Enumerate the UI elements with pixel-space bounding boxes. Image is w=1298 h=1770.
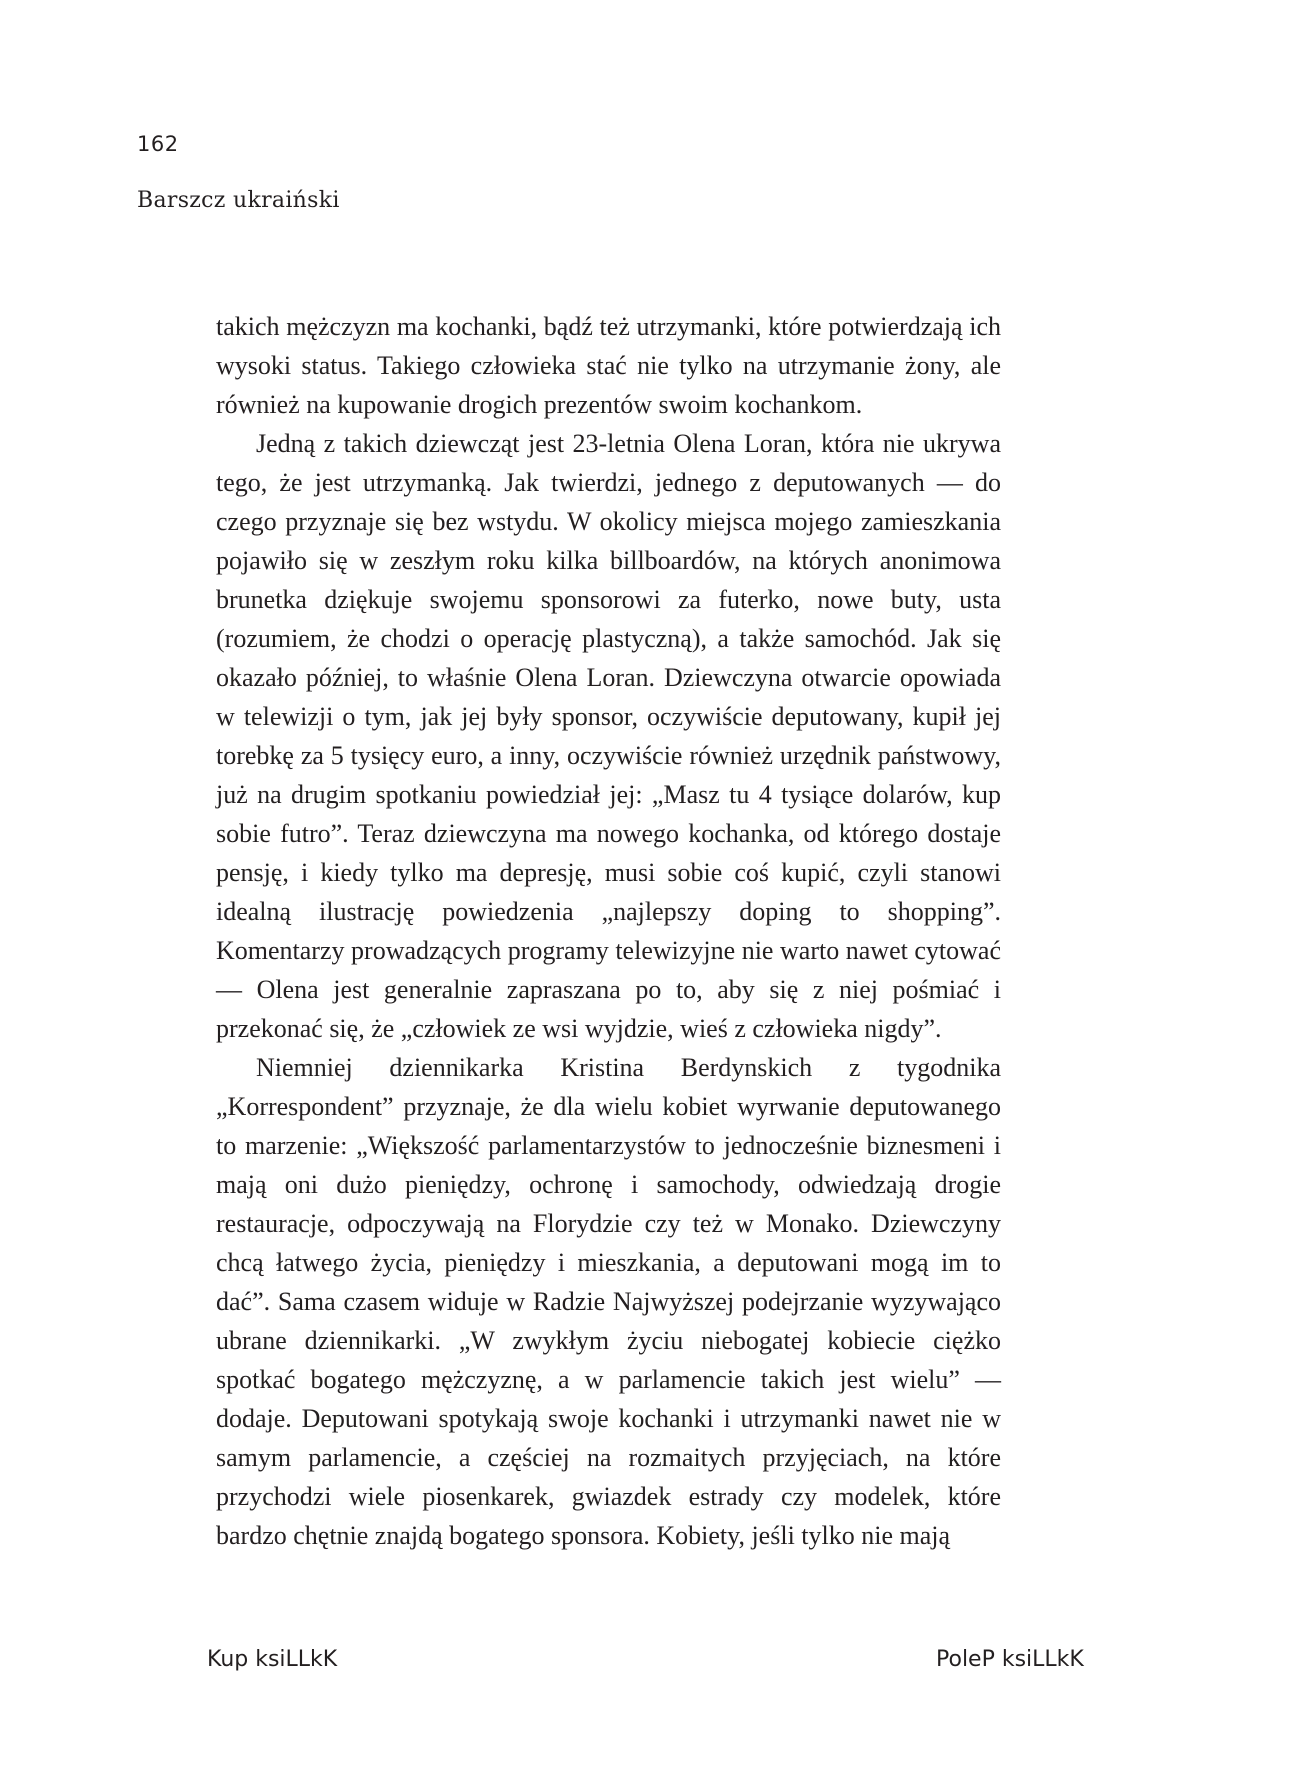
recommend-book-link[interactable]: PoleP ksiLLkK: [936, 1647, 1084, 1672]
page-number: 162: [137, 132, 179, 156]
paragraph: Niemniej dziennikarka Kristina Berdynskich z tygodnika „Korrespondent” przyznaje, że dla wielu kobiet wyrwanie deputowanego to marzenie: „Większość parlamentarzystów to jednocześnie biznesmeni i mają oni dużo pieniędzy, ochronę i samochody, odwiedzają drogie restauracje, odpoczywają na Florydzie czy też w Monako. Dziewczyny chcą łatwego życia, pieniędzy i mieszkania, a deputowani mogą im to dać”. Sama czasem widuje w Radzie Najwyższej podejrzanie wyzywająco ubrane dziennikarki. „W zwykłym życiu niebogatej kobiecie ciężko spotkać bogatego mężczyznę, a w parlamencie takich jest wielu” — dodaje. Deputowani spotykają swoje kochanki i utrzymanki nawet nie w samym parlamencie, a częściej na rozmaitych przyjęciach, na które przychodzi wiele piosenkarek, gwiazdek estrady czy modelek, które bardzo chętnie znajdą bogatego sponsora. Kobiety, jeśli tylko nie mają: [216, 1053, 1001, 1550]
body-text: [216, 307, 1001, 1555]
buy-book-link[interactable]: Kup ksiLLkK: [207, 1647, 338, 1672]
paragraph: Jedną z takich dziewcząt jest 23-letnia Olena Loran, która nie ukrywa tego, że jest utrzymanką. Jak twierdzi, jednego z deputowanych — do czego przyznaje się bez wstydu. W okolicy miejsca mojego zamieszkania pojawiło się w zeszłym roku kilka billboardów, na których anonimowa brunetka dziękuje swojemu sponsorowi za futerko, nowe buty, usta (rozumiem, że chodzi o operację plastyczną), a także samochód. Jak się okazało później, to właśnie Olena Loran. Dziewczyna otwarcie opowiada w telewizji o tym, jak jej były sponsor, oczywiście deputowany, kupił jej torebkę za 5 tysięcy euro, a inny, oczywiście również urzędnik państwowy, już na drugim spotkaniu powiedział jej: „Masz tu 4 tysiące dolarów, kup sobie futro”. Teraz dziewczyna ma nowego kochanka, od którego dostaje pensję, i kiedy tylko ma depresję, musi sobie coś kupić, czyli stanowi idealną ilustrację powiedzenia „najlepszy doping to shopping”. Komentarzy prowadzących programy telewizyjne nie warto nawet cytować — Olena jest generalnie zapraszana po to, aby się z niej pośmiać i przekonać się, że „człowiek ze wsi wyjdzie, wieś z człowieka nigdy”.: [216, 429, 1001, 1043]
running-head: Barszcz ukraiński: [137, 188, 340, 213]
paragraph: takich mężczyzn ma kochanki, bądź też utrzymanki, które potwierdzają ich wysoki status. Takiego człowieka stać nie tylko na utrzymanie żony, ale również na kupowanie drogich prezentów swoim kochankom.: [216, 312, 1001, 419]
